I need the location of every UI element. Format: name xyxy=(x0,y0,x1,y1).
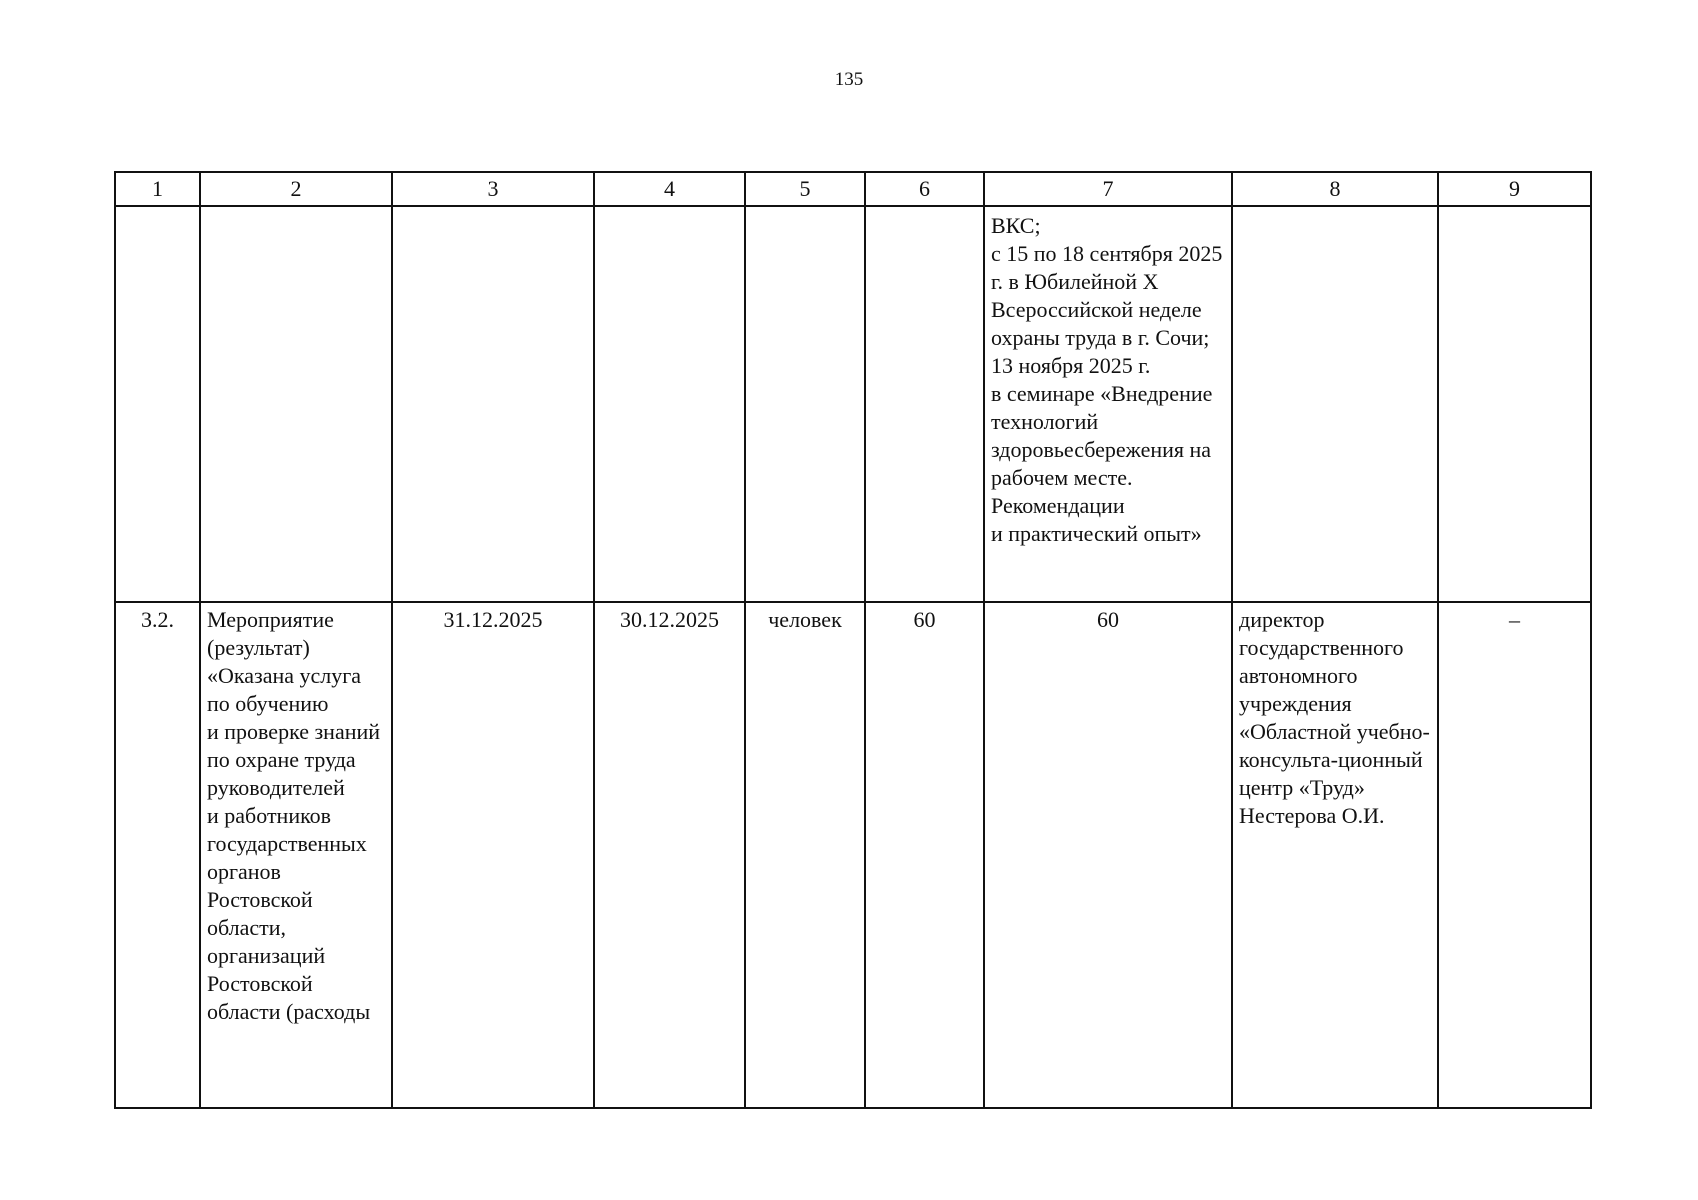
column-number-row xyxy=(115,172,1591,206)
table-row-continuation xyxy=(115,206,1591,602)
empty-cell xyxy=(594,206,745,602)
empty-cell xyxy=(200,206,392,602)
column-number-5: 5 xyxy=(745,172,865,206)
actual-date: 30.12.2025 xyxy=(620,607,719,632)
planned-value: 60 xyxy=(913,607,936,632)
empty-cell xyxy=(1438,206,1591,602)
measures-table xyxy=(114,171,1592,1109)
empty-cell xyxy=(392,206,594,602)
column-number-1: 1 xyxy=(115,172,200,206)
unit: человек xyxy=(768,607,842,632)
actual-date-cell xyxy=(594,602,745,1108)
empty-cell xyxy=(865,206,984,602)
column-number-8: 8 xyxy=(1232,172,1438,206)
control-point-details-text: ВКС; с 15 по 18 сентября 2025 г. в Юбилейной Х Всероссийской неделе охраны труда в г. Сочи; 13 ноября 2025 г. в семинаре «Внедрение технологий здоровьесбережения на рабочем месте. Рекомендации и практический опыт» xyxy=(991,213,1223,546)
column-number-3: 3 xyxy=(392,172,594,206)
column-number-9: 9 xyxy=(1438,172,1591,206)
actual-value-cell xyxy=(984,602,1232,1108)
actual-value: 60 xyxy=(1097,607,1119,632)
unit-cell xyxy=(745,602,865,1108)
row-number: 3.2. xyxy=(141,607,174,632)
measure-name: Мероприятие (результат) «Оказана услуга по обучению и проверке знаний по охране труда руководителей и работников государственных органов Ростовской области, организаций Ростовской области (расходы xyxy=(207,607,381,1024)
page-number: 135 xyxy=(834,69,864,90)
responsible-person: директор государственного автономного учреждения «Областной учебно-консульта-ционный центр «Труд» Нестерова О.И. xyxy=(1239,607,1430,828)
column-number-2: 2 xyxy=(200,172,392,206)
column-number-4: 4 xyxy=(594,172,745,206)
planned-date-cell xyxy=(392,602,594,1108)
row-number-cell xyxy=(115,602,200,1108)
measure-name-cell xyxy=(200,602,392,1108)
column-number-6: 6 xyxy=(865,172,984,206)
control-point-details-cell xyxy=(984,206,1232,602)
deviation-value: – xyxy=(1509,607,1520,632)
empty-cell xyxy=(115,206,200,602)
table-row-3-2 xyxy=(115,602,1591,1108)
planned-value-cell xyxy=(865,602,984,1108)
planned-date: 31.12.2025 xyxy=(443,607,543,632)
responsible-cell xyxy=(1232,602,1438,1108)
deviation-cell xyxy=(1438,602,1591,1108)
empty-cell xyxy=(745,206,865,602)
column-number-7: 7 xyxy=(984,172,1232,206)
empty-cell xyxy=(1232,206,1438,602)
